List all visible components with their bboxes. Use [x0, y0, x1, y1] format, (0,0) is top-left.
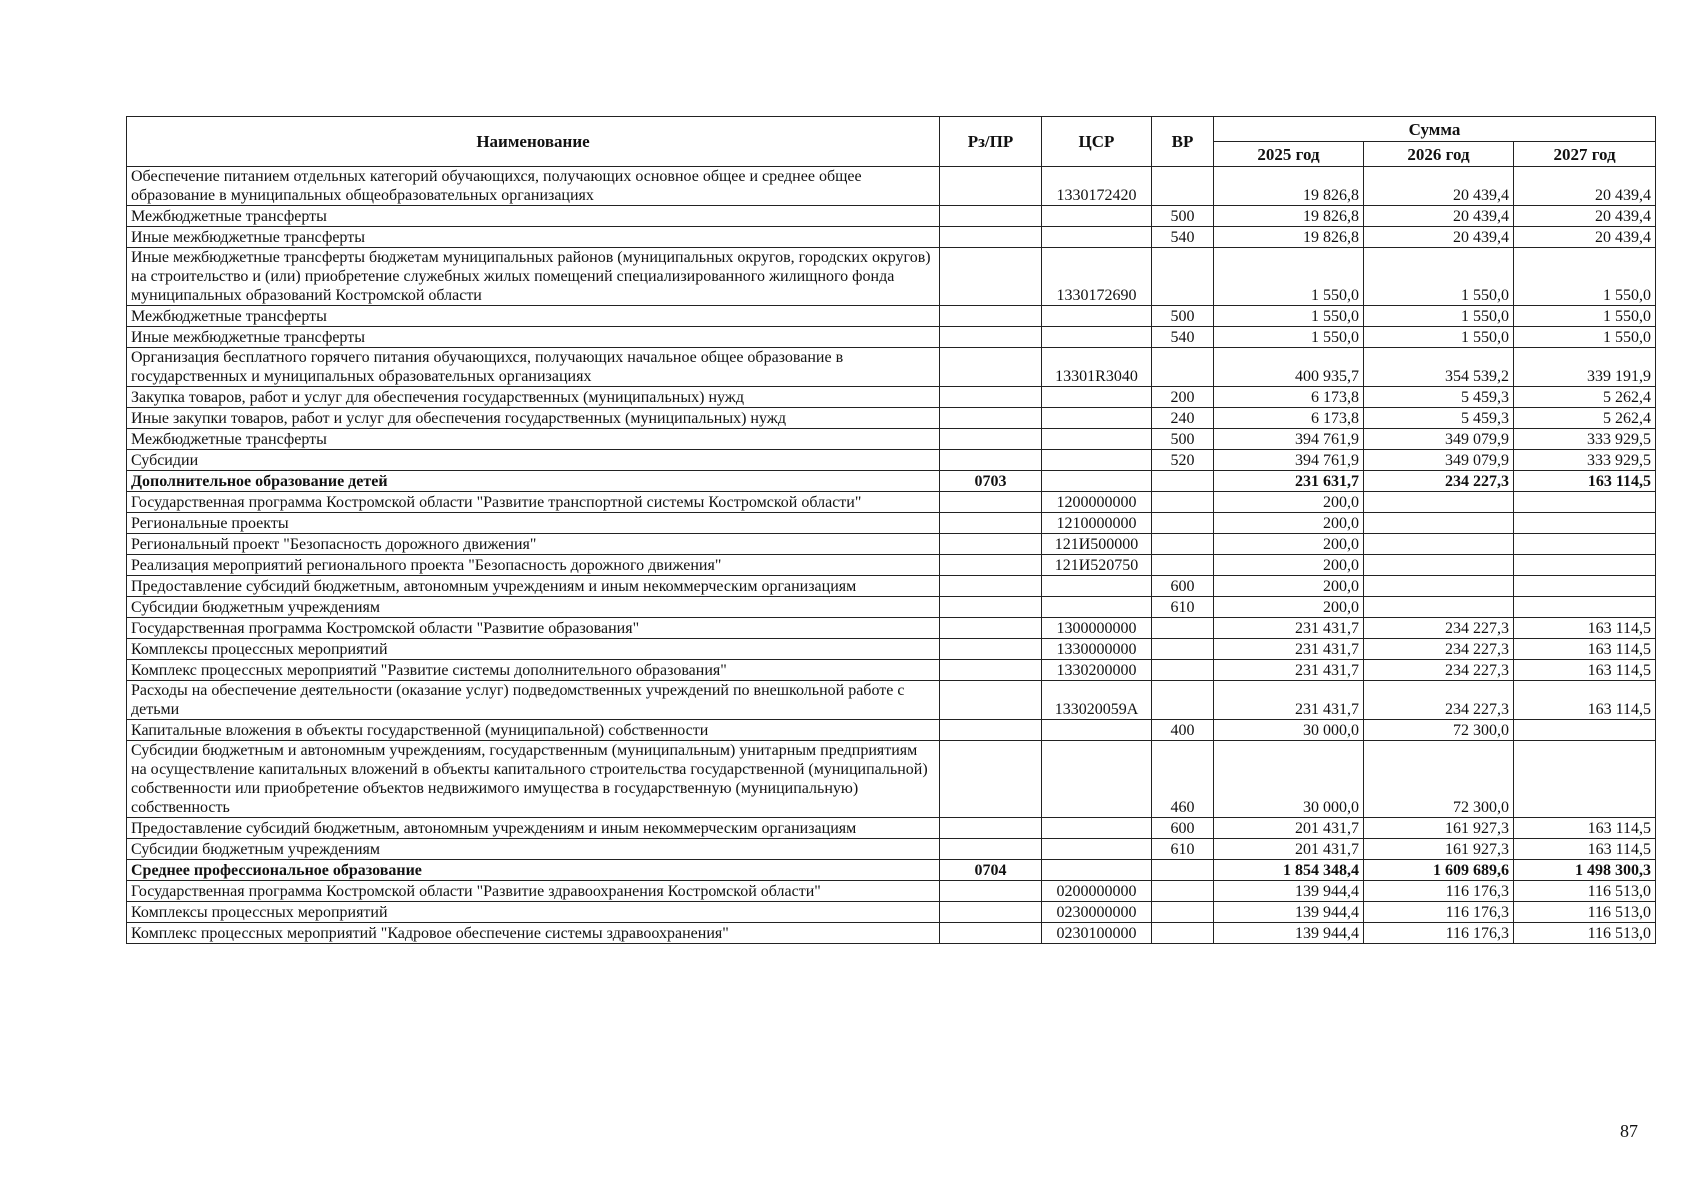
cell-rz-pr [940, 167, 1042, 206]
cell-csr [1042, 839, 1152, 860]
table-row [127, 348, 1656, 387]
table-row [127, 327, 1656, 348]
cell-csr [1042, 471, 1152, 492]
cell-rz-pr [940, 741, 1042, 818]
cell-vr [1152, 660, 1214, 681]
cell-sum-2027: 163 114,5 [1514, 839, 1656, 860]
cell-sum-2026: 234 227,3 [1364, 681, 1514, 720]
cell-vr [1152, 513, 1214, 534]
cell-sum-2027 [1514, 576, 1656, 597]
table-row [127, 408, 1656, 429]
cell-name: Межбюджетные трансферты [127, 306, 940, 327]
cell-sum-2026: 116 176,3 [1364, 923, 1514, 944]
cell-sum-2025: 1 550,0 [1214, 327, 1364, 348]
cell-sum-2025: 200,0 [1214, 534, 1364, 555]
cell-name: Иные закупки товаров, работ и услуг для обеспечения государственных (муниципальных) нужд [127, 408, 940, 429]
table-row [127, 429, 1656, 450]
table-row [127, 839, 1656, 860]
cell-csr: 0200000000 [1042, 881, 1152, 902]
cell-rz-pr: 0703 [940, 471, 1042, 492]
cell-name: Реализация мероприятий регионального проекта "Безопасность дорожного движения" [127, 555, 940, 576]
cell-sum-2027: 163 114,5 [1514, 660, 1656, 681]
cell-name: Субсидии бюджетным учреждениям [127, 597, 940, 618]
cell-rz-pr [940, 206, 1042, 227]
cell-sum-2027 [1514, 492, 1656, 513]
cell-sum-2025: 394 761,9 [1214, 450, 1364, 471]
cell-name: Субсидии бюджетным и автономным учреждениям, государственным (муниципальным) унитарным предприятиям на осуществление капитальных вложений в объекты капитального строительства государственной (муниципальной) собственности или приобретение объектов недвижимого имущества в государственную (муниципальную) собственность [127, 741, 940, 818]
cell-vr [1152, 248, 1214, 306]
table-row [127, 741, 1656, 818]
cell-sum-2027 [1514, 555, 1656, 576]
cell-sum-2027: 20 439,4 [1514, 167, 1656, 206]
cell-csr [1042, 429, 1152, 450]
cell-rz-pr [940, 327, 1042, 348]
cell-csr [1042, 327, 1152, 348]
cell-sum-2026: 354 539,2 [1364, 348, 1514, 387]
cell-vr: 500 [1152, 429, 1214, 450]
table-row [127, 881, 1656, 902]
cell-sum-2027 [1514, 534, 1656, 555]
cell-rz-pr [940, 227, 1042, 248]
cell-rz-pr [940, 248, 1042, 306]
cell-sum-2025: 200,0 [1214, 576, 1364, 597]
table-row [127, 720, 1656, 741]
cell-rz-pr [940, 881, 1042, 902]
cell-sum-2026: 20 439,4 [1364, 167, 1514, 206]
cell-sum-2026 [1364, 513, 1514, 534]
cell-csr [1042, 860, 1152, 881]
cell-sum-2025: 30 000,0 [1214, 720, 1364, 741]
cell-csr: 1330000000 [1042, 639, 1152, 660]
cell-rz-pr [940, 818, 1042, 839]
table-row [127, 387, 1656, 408]
cell-sum-2026: 20 439,4 [1364, 227, 1514, 248]
cell-name: Государственная программа Костромской области "Развитие образования" [127, 618, 940, 639]
cell-rz-pr [940, 576, 1042, 597]
cell-sum-2025: 200,0 [1214, 492, 1364, 513]
cell-name: Комплексы процессных мероприятий [127, 639, 940, 660]
cell-rz-pr [940, 429, 1042, 450]
table-row [127, 534, 1656, 555]
cell-sum-2026: 234 227,3 [1364, 660, 1514, 681]
table-row [127, 618, 1656, 639]
header-vr: ВР [1152, 117, 1214, 167]
cell-name: Иные межбюджетные трансферты [127, 327, 940, 348]
cell-sum-2026 [1364, 597, 1514, 618]
cell-sum-2025: 1 550,0 [1214, 248, 1364, 306]
cell-sum-2027: 333 929,5 [1514, 450, 1656, 471]
header-year-2025: 2025 год [1214, 142, 1364, 167]
cell-sum-2027: 5 262,4 [1514, 387, 1656, 408]
cell-name: Организация бесплатного горячего питания обучающихся, получающих начальное общее образование в государственных и муниципальных образовательных организациях [127, 348, 940, 387]
cell-name: Комплекс процессных мероприятий "Кадровое обеспечение системы здравоохранения" [127, 923, 940, 944]
cell-sum-2026: 20 439,4 [1364, 206, 1514, 227]
table-row [127, 923, 1656, 944]
cell-csr: 0230100000 [1042, 923, 1152, 944]
table-row [127, 576, 1656, 597]
header-year-2026: 2026 год [1364, 142, 1514, 167]
cell-csr [1042, 306, 1152, 327]
cell-sum-2027: 116 513,0 [1514, 881, 1656, 902]
cell-sum-2026: 72 300,0 [1364, 741, 1514, 818]
table-row [127, 597, 1656, 618]
cell-sum-2026: 349 079,9 [1364, 450, 1514, 471]
cell-sum-2027: 163 114,5 [1514, 618, 1656, 639]
cell-vr: 610 [1152, 839, 1214, 860]
cell-name: Капитальные вложения в объекты государственной (муниципальной) собственности [127, 720, 940, 741]
header-csr: ЦСР [1042, 117, 1152, 167]
cell-csr: 1330172690 [1042, 248, 1152, 306]
cell-csr [1042, 227, 1152, 248]
cell-vr: 500 [1152, 306, 1214, 327]
cell-csr [1042, 741, 1152, 818]
table-row [127, 513, 1656, 534]
cell-sum-2027 [1514, 513, 1656, 534]
cell-vr [1152, 618, 1214, 639]
cell-sum-2026: 1 550,0 [1364, 248, 1514, 306]
cell-csr: 121И500000 [1042, 534, 1152, 555]
table-header [127, 117, 1656, 167]
cell-name: Предоставление субсидий бюджетным, автономным учреждениям и иным некоммерческим организациям [127, 818, 940, 839]
cell-sum-2027: 5 262,4 [1514, 408, 1656, 429]
cell-vr: 600 [1152, 576, 1214, 597]
cell-sum-2025: 231 431,7 [1214, 639, 1364, 660]
cell-csr: 121И520750 [1042, 555, 1152, 576]
cell-sum-2025: 139 944,4 [1214, 923, 1364, 944]
table-row [127, 450, 1656, 471]
cell-rz-pr [940, 348, 1042, 387]
cell-name: Закупка товаров, работ и услуг для обеспечения государственных (муниципальных) нужд [127, 387, 940, 408]
cell-sum-2026: 72 300,0 [1364, 720, 1514, 741]
table-row [127, 167, 1656, 206]
cell-rz-pr [940, 306, 1042, 327]
cell-sum-2027: 20 439,4 [1514, 206, 1656, 227]
table-body [127, 167, 1656, 944]
cell-vr [1152, 534, 1214, 555]
cell-csr [1042, 408, 1152, 429]
cell-sum-2026: 116 176,3 [1364, 881, 1514, 902]
cell-vr: 540 [1152, 227, 1214, 248]
table-row [127, 227, 1656, 248]
cell-csr [1042, 818, 1152, 839]
cell-name: Предоставление субсидий бюджетным, автономным учреждениям и иным некоммерческим организациям [127, 576, 940, 597]
cell-name: Региональный проект "Безопасность дорожного движения" [127, 534, 940, 555]
cell-sum-2027: 163 114,5 [1514, 639, 1656, 660]
cell-name: Региональные проекты [127, 513, 940, 534]
cell-csr: 1330200000 [1042, 660, 1152, 681]
cell-sum-2025: 1 550,0 [1214, 306, 1364, 327]
budget-table [126, 116, 1656, 944]
cell-sum-2027 [1514, 720, 1656, 741]
cell-name: Субсидии бюджетным учреждениям [127, 839, 940, 860]
table-row [127, 555, 1656, 576]
table-row [127, 639, 1656, 660]
cell-csr [1042, 206, 1152, 227]
cell-sum-2026: 1 550,0 [1364, 327, 1514, 348]
cell-sum-2025: 200,0 [1214, 555, 1364, 576]
cell-vr: 200 [1152, 387, 1214, 408]
cell-sum-2027: 1 550,0 [1514, 306, 1656, 327]
cell-csr: 13301R3040 [1042, 348, 1152, 387]
cell-sum-2026: 234 227,3 [1364, 639, 1514, 660]
cell-rz-pr [940, 534, 1042, 555]
cell-sum-2025: 1 854 348,4 [1214, 860, 1364, 881]
cell-sum-2027: 163 114,5 [1514, 818, 1656, 839]
cell-sum-2025: 30 000,0 [1214, 741, 1364, 818]
cell-csr [1042, 597, 1152, 618]
cell-vr: 240 [1152, 408, 1214, 429]
cell-sum-2027: 163 114,5 [1514, 471, 1656, 492]
cell-sum-2026: 1 609 689,6 [1364, 860, 1514, 881]
cell-sum-2025: 139 944,4 [1214, 881, 1364, 902]
cell-sum-2025: 139 944,4 [1214, 902, 1364, 923]
cell-sum-2025: 201 431,7 [1214, 818, 1364, 839]
cell-vr [1152, 902, 1214, 923]
cell-sum-2027: 1 550,0 [1514, 327, 1656, 348]
cell-sum-2025: 231 431,7 [1214, 618, 1364, 639]
cell-rz-pr [940, 639, 1042, 660]
cell-rz-pr [940, 902, 1042, 923]
table-row [127, 306, 1656, 327]
cell-vr: 500 [1152, 206, 1214, 227]
cell-sum-2027: 163 114,5 [1514, 681, 1656, 720]
cell-sum-2025: 6 173,8 [1214, 387, 1364, 408]
cell-sum-2026: 1 550,0 [1364, 306, 1514, 327]
cell-vr: 520 [1152, 450, 1214, 471]
cell-rz-pr [940, 387, 1042, 408]
cell-csr [1042, 387, 1152, 408]
cell-sum-2025: 231 431,7 [1214, 681, 1364, 720]
cell-rz-pr [940, 450, 1042, 471]
cell-csr: 1330172420 [1042, 167, 1152, 206]
cell-vr [1152, 492, 1214, 513]
cell-name: Обеспечение питанием отдельных категорий обучающихся, получающих основное общее и среднее общее образование в муниципальных общеобразовательных организациях [127, 167, 940, 206]
header-year-2027: 2027 год [1514, 142, 1656, 167]
cell-csr [1042, 450, 1152, 471]
cell-rz-pr [940, 597, 1042, 618]
cell-sum-2026: 5 459,3 [1364, 408, 1514, 429]
cell-sum-2027: 1 498 300,3 [1514, 860, 1656, 881]
cell-vr [1152, 555, 1214, 576]
table-row [127, 248, 1656, 306]
cell-rz-pr [940, 513, 1042, 534]
cell-vr [1152, 167, 1214, 206]
cell-sum-2027: 339 191,9 [1514, 348, 1656, 387]
header-name: Наименование [127, 117, 940, 167]
cell-sum-2025: 231 631,7 [1214, 471, 1364, 492]
table-row [127, 660, 1656, 681]
cell-name: Государственная программа Костромской области "Развитие транспортной системы Костромской области" [127, 492, 940, 513]
cell-sum-2026: 161 927,3 [1364, 839, 1514, 860]
header-rz: Рз/ПР [940, 117, 1042, 167]
cell-csr [1042, 576, 1152, 597]
cell-sum-2025: 6 173,8 [1214, 408, 1364, 429]
cell-sum-2025: 201 431,7 [1214, 839, 1364, 860]
table-row [127, 492, 1656, 513]
cell-vr: 460 [1152, 741, 1214, 818]
cell-rz-pr [940, 720, 1042, 741]
table-row [127, 818, 1656, 839]
table-row [127, 902, 1656, 923]
cell-rz-pr [940, 618, 1042, 639]
cell-sum-2026: 5 459,3 [1364, 387, 1514, 408]
table-row [127, 471, 1656, 492]
cell-sum-2026 [1364, 492, 1514, 513]
cell-sum-2027 [1514, 741, 1656, 818]
cell-rz-pr: 0704 [940, 860, 1042, 881]
cell-rz-pr [940, 408, 1042, 429]
cell-vr [1152, 471, 1214, 492]
cell-sum-2025: 200,0 [1214, 597, 1364, 618]
cell-rz-pr [940, 681, 1042, 720]
cell-sum-2027 [1514, 597, 1656, 618]
cell-csr: 1210000000 [1042, 513, 1152, 534]
cell-vr [1152, 681, 1214, 720]
cell-vr: 600 [1152, 818, 1214, 839]
cell-sum-2025: 19 826,8 [1214, 167, 1364, 206]
cell-sum-2026: 161 927,3 [1364, 818, 1514, 839]
cell-rz-pr [940, 660, 1042, 681]
cell-sum-2026: 234 227,3 [1364, 618, 1514, 639]
cell-sum-2026: 116 176,3 [1364, 902, 1514, 923]
cell-rz-pr [940, 839, 1042, 860]
cell-sum-2025: 19 826,8 [1214, 227, 1364, 248]
cell-name: Расходы на обеспечение деятельности (оказание услуг) подведомственных учреждений по внешкольной работе с детьми [127, 681, 940, 720]
page-number: 87 [1620, 1121, 1638, 1141]
cell-sum-2025: 400 935,7 [1214, 348, 1364, 387]
cell-name: Межбюджетные трансферты [127, 206, 940, 227]
cell-sum-2025: 19 826,8 [1214, 206, 1364, 227]
header-sum: Сумма [1214, 117, 1656, 142]
cell-name: Дополнительное образование детей [127, 471, 940, 492]
cell-sum-2027: 20 439,4 [1514, 227, 1656, 248]
cell-sum-2027: 1 550,0 [1514, 248, 1656, 306]
cell-name: Иные межбюджетные трансферты бюджетам муниципальных районов (муниципальных округов, городских округов) на строительство и (или) приобретение служебных жилых помещений специализированного жилищного фонда муниципальных образований Костромской области [127, 248, 940, 306]
cell-rz-pr [940, 555, 1042, 576]
cell-vr: 610 [1152, 597, 1214, 618]
cell-vr [1152, 881, 1214, 902]
cell-sum-2025: 394 761,9 [1214, 429, 1364, 450]
cell-sum-2027: 116 513,0 [1514, 902, 1656, 923]
cell-csr: 133020059А [1042, 681, 1152, 720]
cell-csr: 0230000000 [1042, 902, 1152, 923]
table-row [127, 860, 1656, 881]
cell-sum-2026: 349 079,9 [1364, 429, 1514, 450]
table-row [127, 681, 1656, 720]
cell-vr [1152, 639, 1214, 660]
cell-csr: 1200000000 [1042, 492, 1152, 513]
cell-sum-2027: 333 929,5 [1514, 429, 1656, 450]
cell-name: Иные межбюджетные трансферты [127, 227, 940, 248]
table-row [127, 206, 1656, 227]
cell-name: Субсидии [127, 450, 940, 471]
cell-sum-2026 [1364, 576, 1514, 597]
cell-sum-2025: 231 431,7 [1214, 660, 1364, 681]
cell-vr [1152, 860, 1214, 881]
cell-vr: 400 [1152, 720, 1214, 741]
cell-name: Государственная программа Костромской области "Развитие здравоохранения Костромской области" [127, 881, 940, 902]
cell-rz-pr [940, 492, 1042, 513]
cell-csr [1042, 720, 1152, 741]
cell-rz-pr [940, 923, 1042, 944]
cell-sum-2026 [1364, 555, 1514, 576]
cell-sum-2026: 234 227,3 [1364, 471, 1514, 492]
cell-vr [1152, 348, 1214, 387]
cell-name: Комплексы процессных мероприятий [127, 902, 940, 923]
cell-name: Комплекс процессных мероприятий "Развитие системы дополнительного образования" [127, 660, 940, 681]
cell-sum-2025: 200,0 [1214, 513, 1364, 534]
cell-name: Среднее профессиональное образование [127, 860, 940, 881]
cell-csr: 1300000000 [1042, 618, 1152, 639]
cell-vr [1152, 923, 1214, 944]
cell-name: Межбюджетные трансферты [127, 429, 940, 450]
cell-sum-2027: 116 513,0 [1514, 923, 1656, 944]
cell-sum-2026 [1364, 534, 1514, 555]
cell-vr: 540 [1152, 327, 1214, 348]
